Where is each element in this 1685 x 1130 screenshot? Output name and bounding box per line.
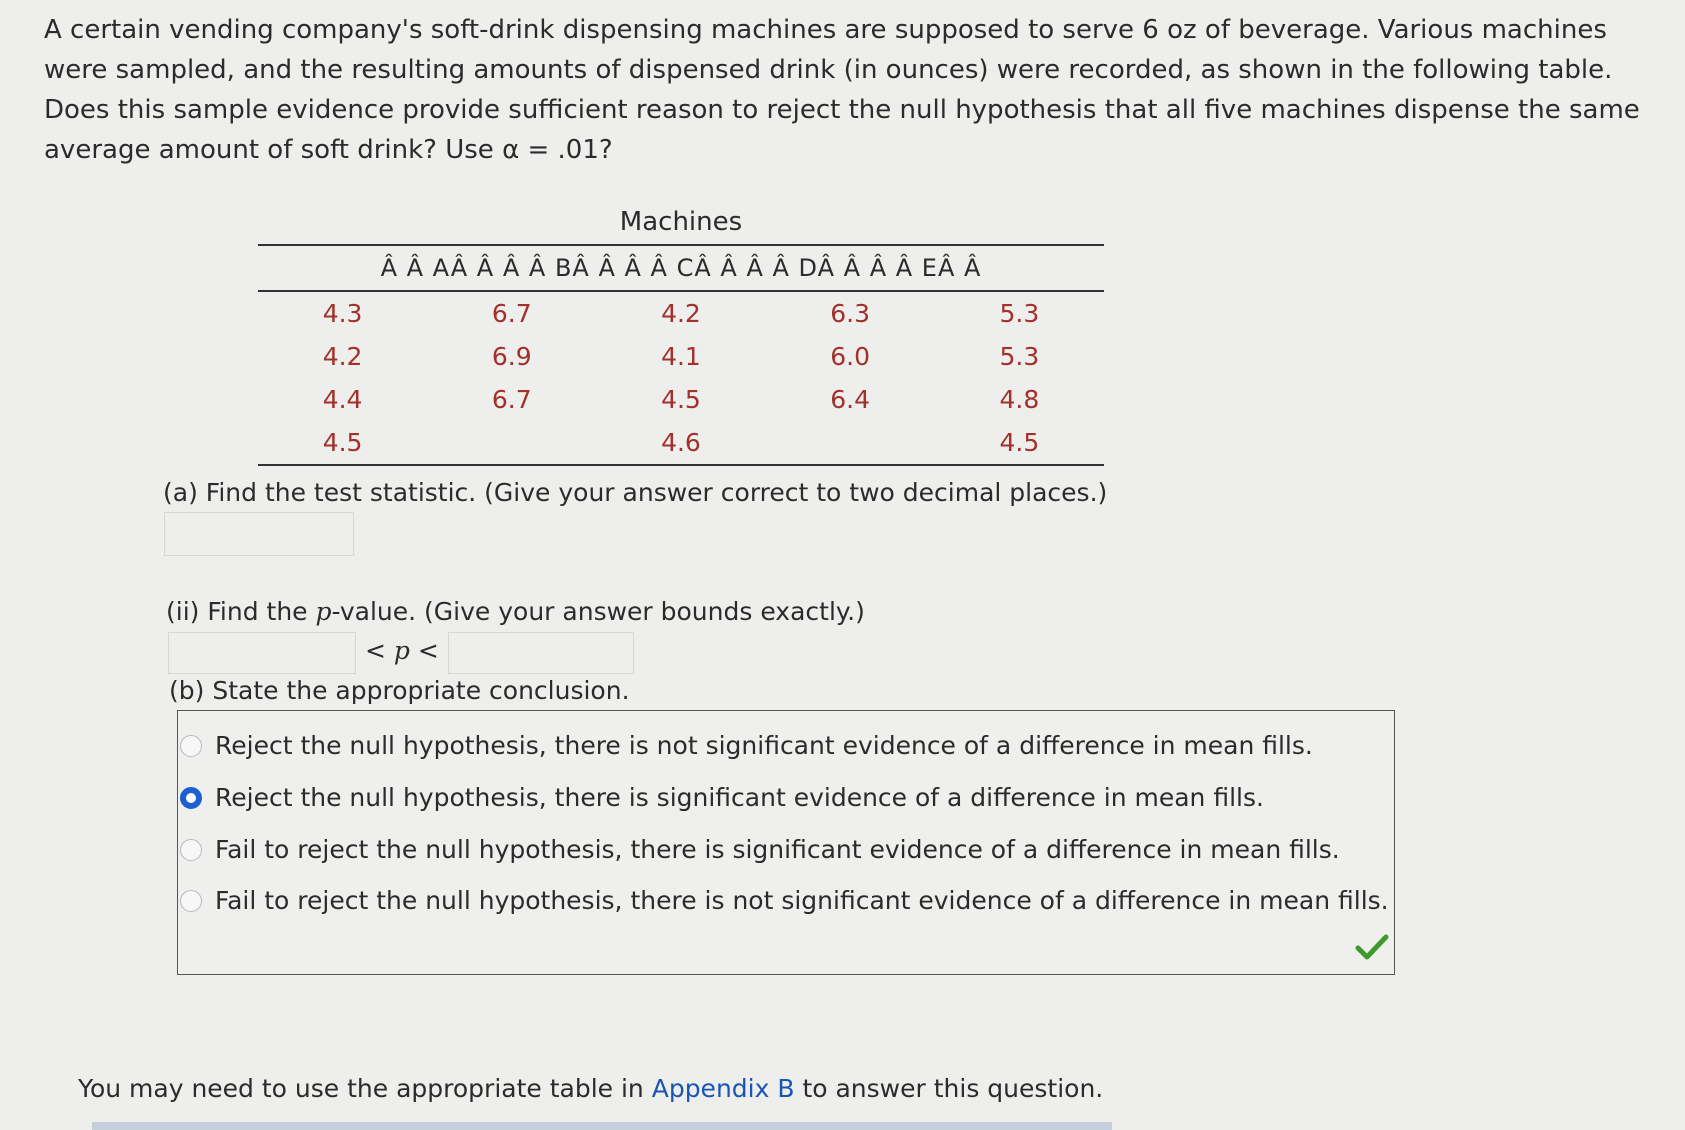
test-statistic-input[interactable] — [164, 512, 354, 556]
table-cell: 4.6 — [661, 428, 701, 457]
option-label: Fail to reject the null hypothesis, there is not significant evidence of a difference in mean fills. — [215, 886, 1389, 915]
part-a-prompt: (a) Find the test statistic. (Give your answer correct to two decimal places.) — [163, 478, 1108, 507]
table-cell: 4.3 — [322, 299, 363, 328]
table-cell: 4.5 — [999, 428, 1040, 457]
conclusion-option[interactable] — [178, 783, 1264, 812]
table-cell: 6.3 — [830, 299, 871, 328]
option-label: Reject the null hypothesis, there is not significant evidence of a difference in mean fills. — [215, 731, 1313, 760]
table-cell: 4.5 — [322, 428, 363, 457]
table-cell — [427, 421, 596, 465]
table-row — [258, 378, 1104, 421]
table-cell — [766, 421, 935, 465]
table-cell: 5.3 — [999, 342, 1040, 371]
question-text: A certain vending company's soft-drink dispensing machines are supposed to serve 6 oz of beverage. Various machines were sampled, and the resulting amounts of dispensed drink (in ounces) were recorded, as shown in the following table. Does this sample evidence provide sufficient reason to reject the null hypothesis that all five machines dispense the same average amount of soft drink? Use α = .01? — [44, 15, 1640, 165]
checkmark-icon — [1355, 933, 1389, 961]
table-cell: 6.0 — [830, 342, 871, 371]
table-row — [258, 421, 1104, 465]
part-ii-prompt: (ii) Find the p-value. (Give your answer bounds exactly.) — [166, 597, 865, 626]
p-value-lower-input[interactable] — [168, 632, 356, 674]
appendix-b-link[interactable]: Appendix B — [651, 1074, 795, 1103]
table-cell: 6.7 — [491, 299, 532, 328]
table-cell: 4.8 — [999, 385, 1040, 414]
option-label: Fail to reject the null hypothesis, there is significant evidence of a difference in mean fills. — [215, 835, 1340, 864]
conclusion-option[interactable] — [178, 886, 1389, 915]
conclusion-option[interactable] — [178, 731, 1313, 760]
conclusion-options — [177, 710, 1395, 975]
conclusion-option[interactable] — [178, 835, 1340, 864]
radio-button[interactable] — [180, 787, 202, 809]
option-label: Reject the null hypothesis, there is significant evidence of a difference in mean fills. — [215, 783, 1264, 812]
table-cell: 6.7 — [491, 385, 532, 414]
p-value-upper-input[interactable] — [448, 632, 634, 674]
bottom-bar — [92, 1122, 1112, 1130]
table-cell: 4.2 — [661, 299, 701, 328]
part-b-prompt: (b) State the appropriate conclusion. — [169, 676, 630, 705]
table-cell: 5.3 — [999, 299, 1040, 328]
table-cell: 6.9 — [491, 342, 532, 371]
table-row — [258, 292, 1104, 335]
table-cell: 4.2 — [322, 342, 363, 371]
p-value-inequality: < p < — [365, 636, 439, 665]
data-table — [258, 292, 1104, 466]
table-cell: 4.4 — [322, 385, 363, 414]
radio-button[interactable] — [180, 735, 202, 757]
radio-button[interactable] — [180, 890, 202, 912]
machines-table — [258, 200, 1104, 466]
footer-text: You may need to use the appropriate table in Appendix B to answer this question. — [78, 1074, 1104, 1103]
table-cell: 6.4 — [830, 385, 871, 414]
table-header: Â Â AÂ Â Â Â BÂ Â Â Â CÂ Â Â Â DÂ Â Â Â EÂ Â — [258, 244, 1104, 292]
radio-button[interactable] — [180, 839, 202, 861]
table-cell: 4.5 — [661, 385, 701, 414]
table-caption: Machines — [619, 207, 743, 237]
table-cell: 4.1 — [661, 342, 701, 371]
table-row — [258, 335, 1104, 378]
